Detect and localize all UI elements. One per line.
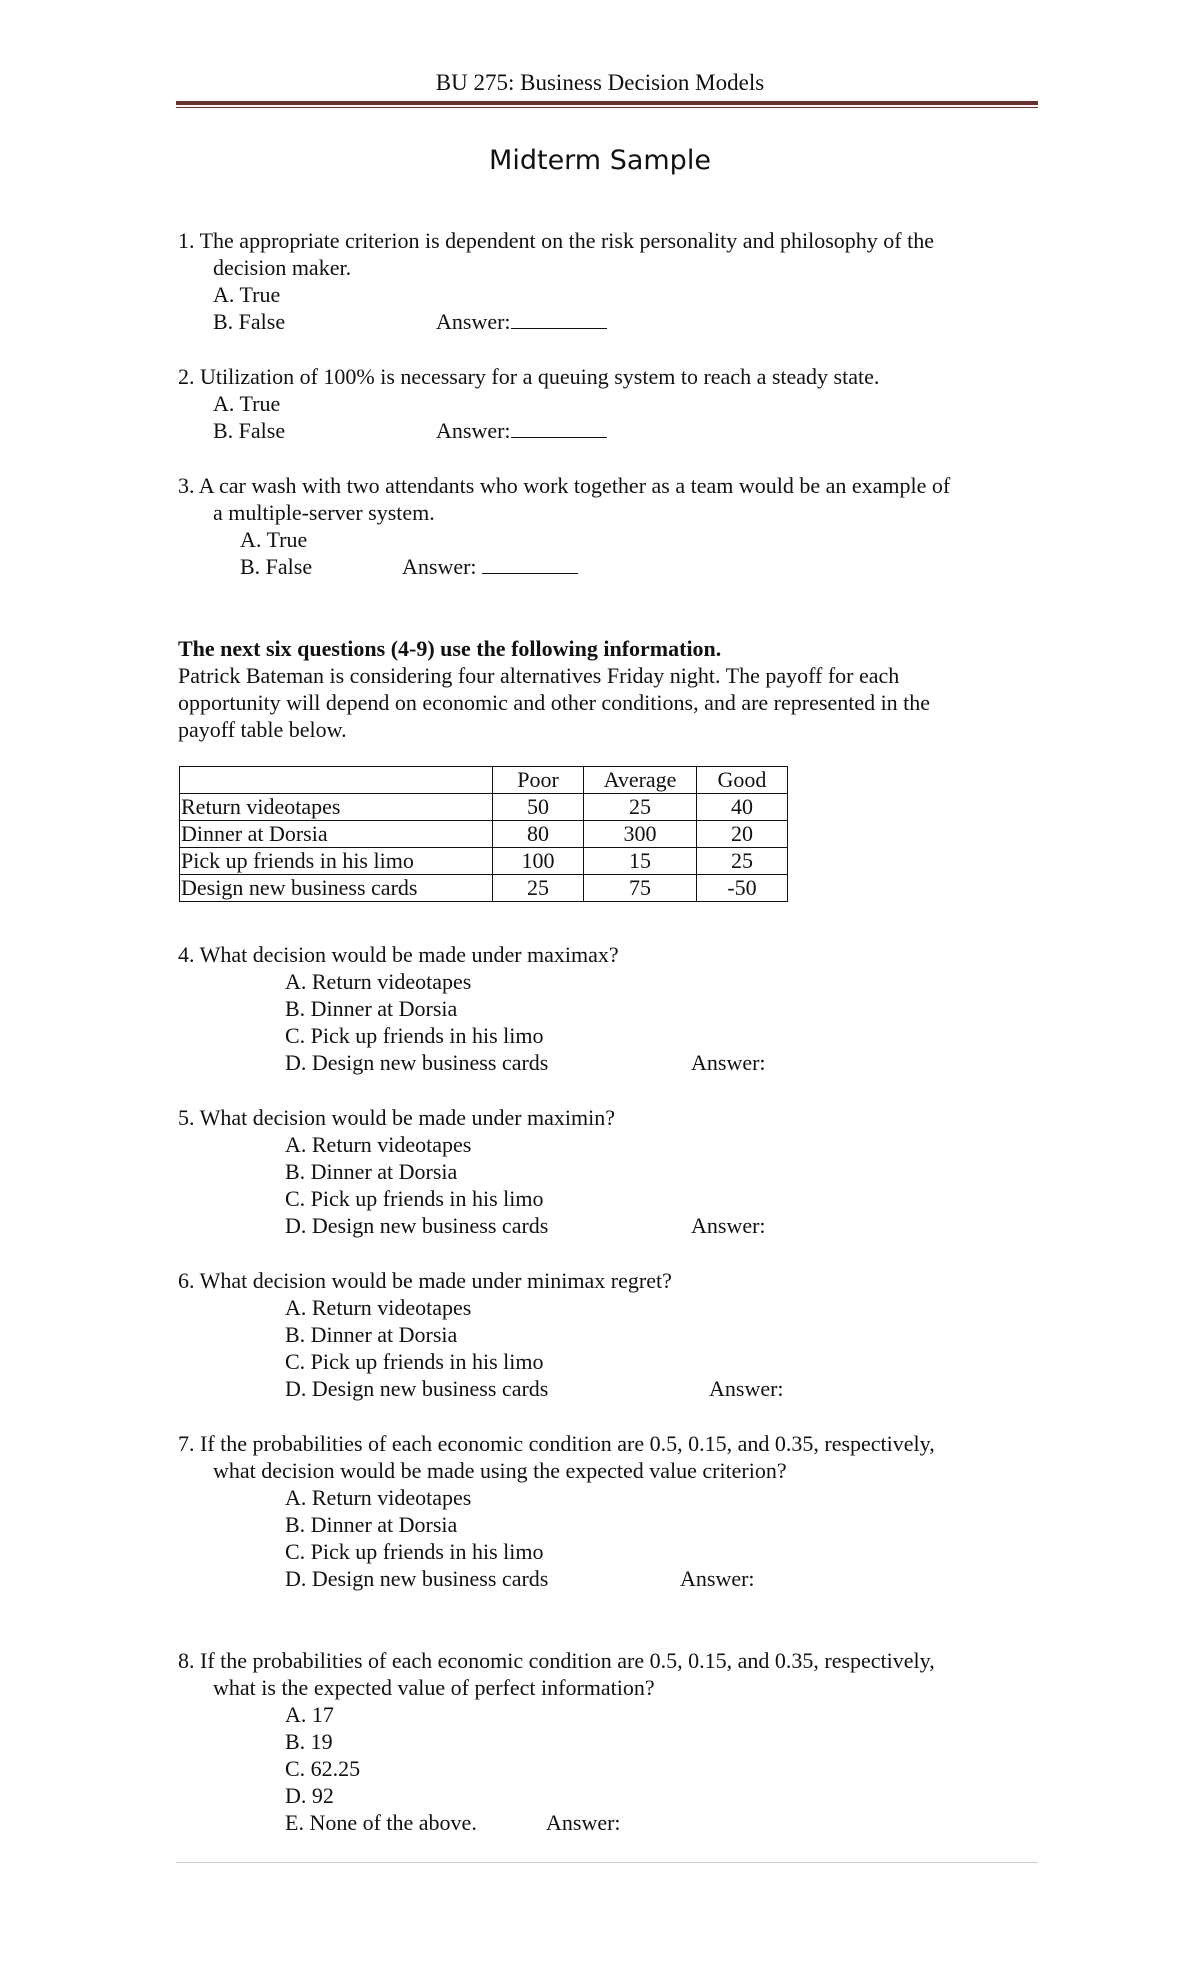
- q4-text: 4. What decision would be made under maximax?: [178, 942, 619, 967]
- q2-option-b: B. False: [213, 418, 286, 443]
- q7-option-d: D. Design new business cards: [285, 1566, 549, 1591]
- q8-option-d: D. 92: [285, 1783, 334, 1808]
- payoff-table: [179, 766, 788, 902]
- q4-option-b: B. Dinner at Dorsia: [285, 996, 458, 1021]
- q5-option-d: D. Design new business cards: [285, 1213, 549, 1238]
- footer-rule: [176, 1862, 1038, 1863]
- table-cell: 40: [697, 794, 788, 821]
- header-course-title: BU 275: Business Decision Models: [435, 70, 765, 95]
- row-label: Pick up friends in his limo: [180, 848, 493, 875]
- table-cell: 75: [584, 875, 697, 902]
- q6-option-a: A. Return videotapes: [285, 1295, 472, 1320]
- q8-option-e: E. None of the above.: [285, 1810, 477, 1835]
- q8-text-line2: what is the expected value of perfect information?: [213, 1675, 655, 1700]
- q2-option-a: A. True: [213, 391, 281, 416]
- table-cell: 80: [493, 821, 584, 848]
- q8-option-b: B. 19: [285, 1729, 333, 1754]
- table-corner-cell: [180, 767, 493, 794]
- table-row: [180, 875, 788, 902]
- q8-text-line1: 8. If the probabilities of each economic condition are 0.5, 0.15, and 0.35, respectively,: [178, 1648, 935, 1673]
- q8-option-a: A. 17: [285, 1702, 334, 1727]
- q1-text-line1: 1. The appropriate criterion is dependent on the risk personality and philosophy of the: [178, 228, 934, 253]
- q4-answer: Answer:: [691, 1050, 766, 1075]
- q8-option-c: C. 62.25: [285, 1756, 361, 1781]
- q3-answer: [402, 553, 578, 580]
- q1-answer-blank[interactable]: [511, 310, 607, 329]
- q6-text: 6. What decision would be made under minimax regret?: [178, 1268, 672, 1293]
- q7-answer: Answer:: [680, 1566, 755, 1591]
- q2-answer: [436, 417, 607, 444]
- q1-answer-label: Answer:: [436, 309, 511, 334]
- table-cell: 25: [493, 875, 584, 902]
- q6-option-d: D. Design new business cards: [285, 1376, 549, 1401]
- q7-option-c: C. Pick up friends in his limo: [285, 1539, 544, 1564]
- column-header: Poor: [493, 767, 584, 794]
- q8-answer: Answer:: [546, 1810, 621, 1835]
- q1-option-a: A. True: [213, 282, 281, 307]
- q5-text: 5. What decision would be made under maximin?: [178, 1105, 616, 1130]
- row-label: Dinner at Dorsia: [180, 821, 493, 848]
- header-rule: [176, 101, 1038, 105]
- row-label: Return videotapes: [180, 794, 493, 821]
- table-cell: 25: [697, 848, 788, 875]
- q4-option-c: C. Pick up friends in his limo: [285, 1023, 544, 1048]
- q7-option-b: B. Dinner at Dorsia: [285, 1512, 458, 1537]
- row-label: Design new business cards: [180, 875, 493, 902]
- column-header: Average: [584, 767, 697, 794]
- q3-text-line2: a multiple-server system.: [213, 500, 435, 525]
- intro-line1: Patrick Bateman is considering four alternatives Friday night. The payoff for each: [178, 663, 900, 688]
- q7-option-a: A. Return videotapes: [285, 1485, 472, 1510]
- q7-text-line2: what decision would be made using the expected value criterion?: [213, 1458, 787, 1483]
- q4-option-a: A. Return videotapes: [285, 969, 472, 994]
- intro-heading: The next six questions (4-9) use the following information.: [178, 636, 722, 661]
- table-cell: 100: [493, 848, 584, 875]
- intro-line3: payoff table below.: [178, 717, 347, 742]
- table-cell: 25: [584, 794, 697, 821]
- q2-answer-blank[interactable]: [511, 419, 607, 438]
- q3-option-a: A. True: [240, 527, 308, 552]
- q7-text-line1: 7. If the probabilities of each economic condition are 0.5, 0.15, and 0.35, respectively,: [178, 1431, 935, 1456]
- table-row: [180, 821, 788, 848]
- q5-answer: Answer:: [691, 1213, 766, 1238]
- q6-option-c: C. Pick up friends in his limo: [285, 1349, 544, 1374]
- q6-option-b: B. Dinner at Dorsia: [285, 1322, 458, 1347]
- table-cell: 50: [493, 794, 584, 821]
- q3-answer-blank[interactable]: [482, 555, 578, 574]
- header-rule-thin: [176, 107, 1038, 108]
- table-cell: 15: [584, 848, 697, 875]
- table-row: [180, 794, 788, 821]
- table-cell: 300: [584, 821, 697, 848]
- table-cell: 20: [697, 821, 788, 848]
- q2-text: 2. Utilization of 100% is necessary for a queuing system to reach a steady state.: [178, 364, 880, 389]
- column-header: Good: [697, 767, 788, 794]
- table-row: [180, 848, 788, 875]
- q1-answer: [436, 308, 607, 335]
- document-title: Midterm Sample: [489, 145, 711, 176]
- q2-answer-label: Answer:: [436, 418, 511, 443]
- q1-text-line2: decision maker.: [213, 255, 352, 280]
- q3-text-line1: 3. A car wash with two attendants who work together as a team would be an example of: [178, 473, 951, 498]
- q3-answer-label: Answer:: [402, 554, 483, 579]
- q6-answer: Answer:: [709, 1376, 784, 1401]
- q5-option-c: C. Pick up friends in his limo: [285, 1186, 544, 1211]
- q5-option-b: B. Dinner at Dorsia: [285, 1159, 458, 1184]
- q1-option-b: B. False: [213, 309, 286, 334]
- table-header-row: [180, 767, 788, 794]
- q4-option-d: D. Design new business cards: [285, 1050, 549, 1075]
- q5-option-a: A. Return videotapes: [285, 1132, 472, 1157]
- table-cell: -50: [697, 875, 788, 902]
- q3-option-b: B. False: [240, 554, 313, 579]
- intro-line2: opportunity will depend on economic and other conditions, and are represented in the: [178, 690, 931, 715]
